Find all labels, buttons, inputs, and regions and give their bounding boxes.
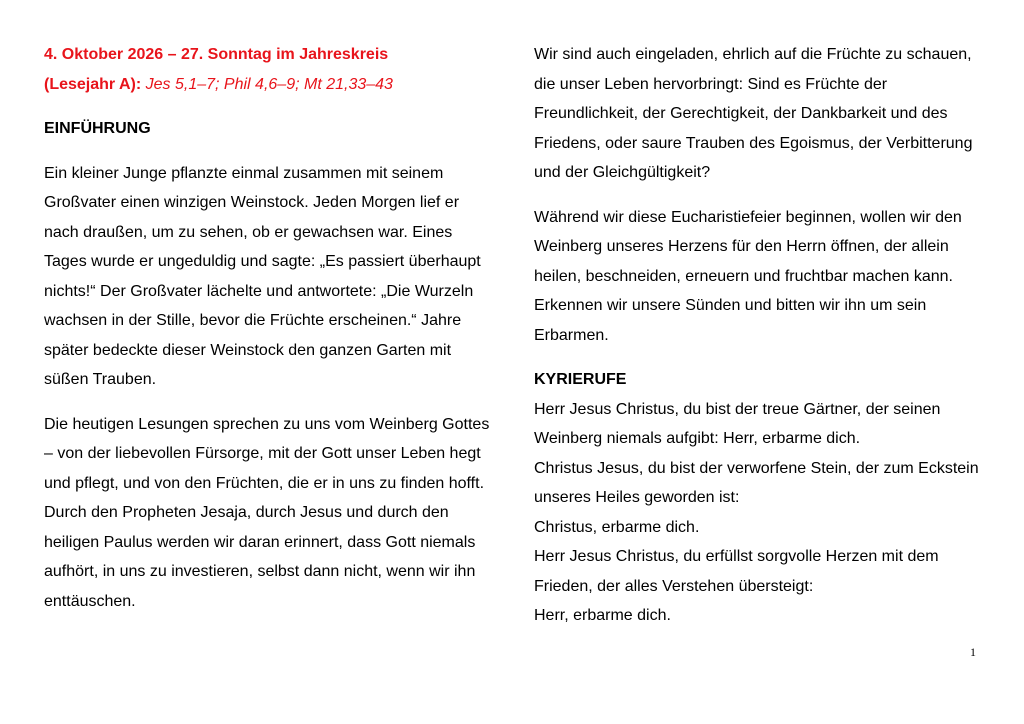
left-column	[44, 40, 494, 616]
intro-paragraph-3: Wir sind auch eingeladen, ehrlich auf die Früchte zu schauen, die unser Leben hervorbringt: Sind es Früchte der Freundlichkeit, der Gerechtigkeit, der Dankbarkeit und des Friedens, oder saure Trauben des Egoismus, der Verbitterung und der Gleichgültigkeit?	[534, 46, 973, 181]
kyrie-line: Christus, erbarme dich.	[534, 518, 700, 536]
kyrie-line: Herr Jesus Christus, du erfüllst sorgvolle Herzen mit dem Frieden, der alles Verstehen übersteigt:	[534, 548, 939, 595]
kyrie-list	[534, 395, 984, 631]
kyrie-line: Herr Jesus Christus, du bist der treue Gärtner, der seinen Weinberg niemals aufgibt: Herr, erbarme dich.	[534, 400, 941, 447]
title-line-1: 4. Oktober 2026 – 27. Sonntag im Jahreskreis	[44, 46, 389, 63]
intro-paragraph-1: Ein kleiner Junge pflanzte einmal zusammen mit seinem Großvater einen winzigen Weinstock. Jeden Morgen lief er nach draußen, um zu sehen, ob er gewachsen war. Eines Tages wurde er ungeduldig und sagte: „Es passiert überhaupt nichts!“ Der Großvater lächelte und antwortete: „Die Wurzeln wachsen in der Stille, bevor die Früchte erscheinen.“ Jahre später bedeckte dieser Weinstock den ganzen Garten mit süßen Trauben.	[44, 164, 481, 388]
intro-heading: EINFÜHRUNG	[44, 120, 151, 137]
page-title	[44, 40, 494, 99]
intro-paragraph-4: Während wir diese Eucharistiefeier beginnen, wollen wir den Weinberg unseres Herzens für den Herrn öffnen, der allein heilen, beschneiden, erneuern und fruchtbar machen kann. Erkennen wir unsere Sünden und bitten wir ihn um sein Erbarmen.	[534, 208, 962, 344]
kyrie-line: Herr, erbarme dich.	[534, 607, 671, 624]
intro-paragraph-2: Die heutigen Lesungen sprechen zu uns vom Weinberg Gottes – von der liebevollen Fürsorge, mit der Gott unser Leben hegt und pflegt, und von den Früchten, die er in uns zu finden hofft. Durch den Propheten Jesaja, durch Jesus und durch den heiligen Paulus werden wir daran erinnert, dass Gott niemals aufhört, in uns zu investieren, selbst dann nicht, wenn wir ihn enttäuschen.	[44, 415, 490, 610]
scripture-references: Jes 5,1–7; Phil 4,6–9; Mt 21,33–43	[145, 75, 393, 93]
kyrie-line: Christus Jesus, du bist der verworfene Stein, der zum Eckstein unseres Heiles geworden ist:	[534, 459, 979, 506]
page-number: 1	[970, 645, 976, 659]
title-line-2-prefix: (Lesejahr A):	[44, 75, 146, 93]
kyrie-heading: KYRIERUFE	[534, 371, 627, 388]
right-column	[534, 40, 984, 631]
